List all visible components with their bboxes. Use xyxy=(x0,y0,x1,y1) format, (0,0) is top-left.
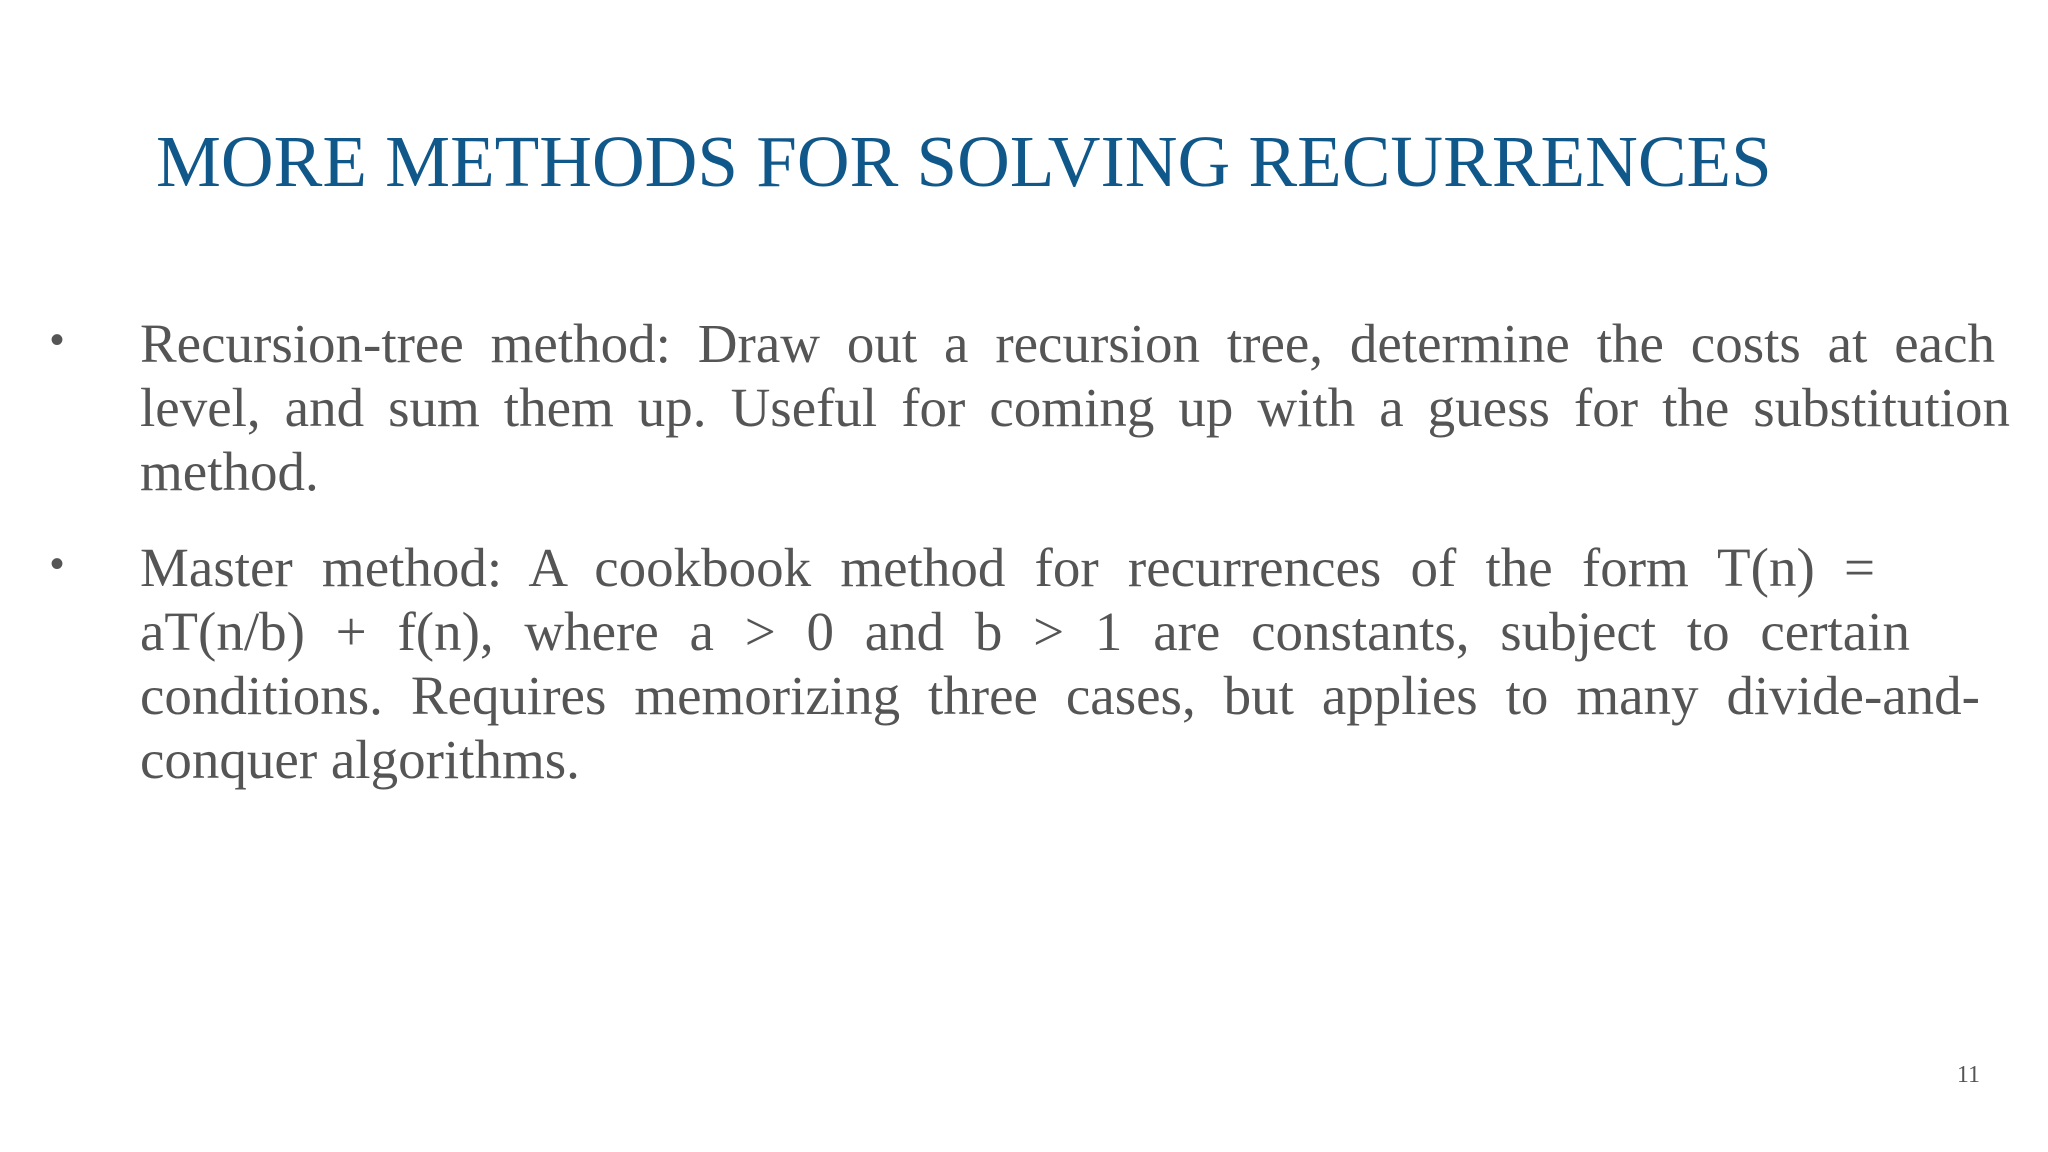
bullet-line: conquer algorithms. xyxy=(140,729,580,790)
bullet-text xyxy=(140,312,2020,504)
bullet-line: method. xyxy=(140,441,319,502)
bullet-line: Master method: A cookbook method for recurrences of the form T(n) = xyxy=(140,537,1875,598)
bullet-line: level, and sum them up. Useful for coming up with a guess for the substitution xyxy=(140,377,2010,438)
slide-title: MORE METHODS FOR SOLVING RECURRENCES xyxy=(156,121,1772,202)
bullet-marker: • xyxy=(50,318,65,362)
bullet-text xyxy=(140,536,2020,792)
bullet-marker: • xyxy=(50,542,65,586)
bullet-line: aT(n/b) + f(n), where a > 0 and b > 1 are constants, subject to certain xyxy=(140,601,1910,662)
page-number: 11 xyxy=(1956,1062,1980,1088)
bullet-line: Recursion-tree method: Draw out a recursion tree, determine the costs at each xyxy=(140,313,1995,374)
bullet-line: conditions. Requires memorizing three cases, but applies to many divide-and- xyxy=(140,665,1980,726)
